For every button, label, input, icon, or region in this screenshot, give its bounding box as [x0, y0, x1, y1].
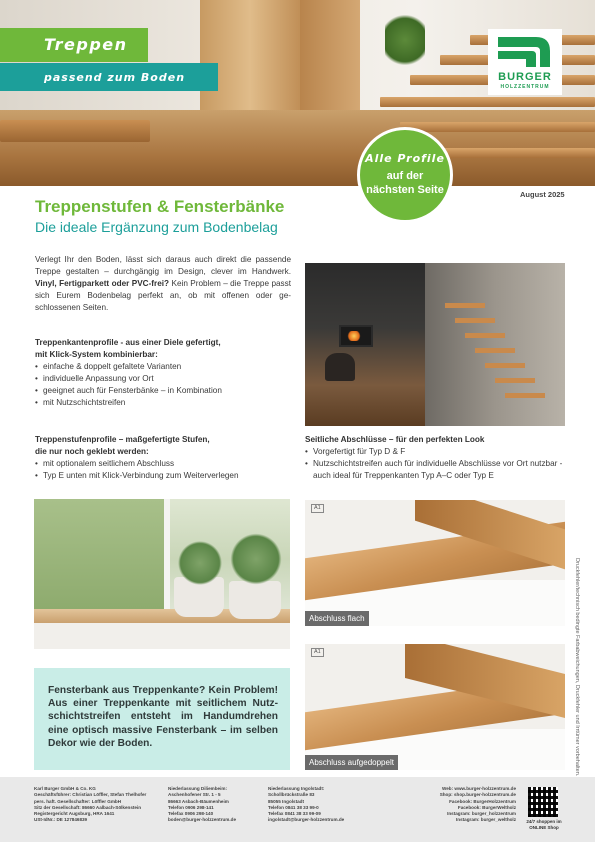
subtitle-text: passend zum Boden [44, 71, 186, 84]
badge-line-1: Alle Profile [365, 152, 445, 165]
footer-line: Sitz der Gesellschaft: 86660 Aalbach-Sölkenstein [34, 804, 142, 810]
footer-line: Telefon 0841 38 33 99-0 [268, 804, 319, 810]
hero-stair-step [380, 97, 595, 107]
footer-branch-1 [168, 786, 236, 824]
subtitle-banner [0, 63, 218, 91]
wall-under-sill [34, 623, 290, 649]
intro-paragraph [35, 254, 291, 314]
fire-icon [347, 331, 361, 341]
bullet-list [305, 446, 565, 482]
photo-caption: Abschluss flach [305, 611, 369, 626]
footer-line: Telefax 0841 38 33 99-09 [268, 811, 321, 817]
hero-stair-step [430, 148, 595, 158]
hero-plant [385, 10, 425, 70]
callout-text: Fensterbank aus Treppenkante? Kein Problem! Aus einer Treppenkante mit seitlichem Nutz-schichtstreifen entsteht im Handumdrehen eine optisch massive Fensterbank – im selben Dekor wie der Boden. [48, 685, 278, 749]
window-frame [34, 499, 170, 609]
footer-email-link[interactable]: ingolstadt@burger-holzzentrum.de [268, 817, 345, 823]
list-item-continuation: mit Nutzschichtstreifen [43, 398, 126, 407]
footer-line: pers. haft. Gesellschafter: Löffler GmbH [34, 798, 122, 804]
fensterbank-callout [34, 668, 290, 770]
footer-web-link[interactable]: Web: www.burger-holzzentrum.de [441, 786, 516, 791]
lounge-chair [325, 353, 355, 381]
section-title: die nur noch geklebt werden: [35, 447, 149, 456]
section-title: Seitliche Abschlüsse – für den perfekten Look [305, 435, 485, 444]
section-title: Treppenstufenprofile – maßgefertigte Stufen, [35, 435, 210, 444]
logo-name: BURGER [498, 71, 552, 83]
section-seitliche-abschluesse [305, 434, 565, 482]
succulent-plant [174, 539, 226, 587]
disclaimer [570, 558, 582, 777]
footer-branch-2 [268, 786, 344, 824]
hero-wood-shelf [0, 120, 150, 142]
headline: Treppenstufen & Fensterbänke [35, 197, 285, 216]
footer-line: Niederlassung Diliembeim: [168, 786, 227, 791]
list-item: • geeignet auch für Fensterbänke – in Kombination [35, 385, 295, 397]
footer-social-link[interactable]: Facebook: BurgerWeltholz [457, 804, 516, 810]
footer-line: Registergericht Augsburg, HRA 1641 [34, 811, 115, 817]
burger-logo [488, 29, 562, 95]
footer-line: Geschäftsführer: Christian Löffler, Stefan Thelhofer [34, 792, 147, 798]
section-title: mit Klick-System kombinierbar: [35, 350, 158, 359]
stair-step [495, 378, 535, 383]
badge-line-2: auf der [386, 170, 424, 182]
logo-mark-icon [496, 35, 552, 69]
profile-tag: A1 [311, 504, 324, 513]
footer-shop-link[interactable]: Shop: shop.burger-holzzentrum.de [439, 792, 516, 798]
footer-line: Niederlassung Ingolstadt: [268, 786, 325, 791]
abschluss-aufgedoppelt-photo [305, 644, 565, 770]
abschluss-flach-photo [305, 500, 565, 626]
list-item: • Typ E unten mit Klick-Verbindung zum Weiterverlegen [35, 470, 295, 482]
intro-text-1: Verlegt Ihr den Boden, lässt sich daraus auch direkt die passende Treppe gestalten – durchgängig im Design, clever im Handwerk. [35, 255, 291, 276]
footer-web [420, 786, 516, 824]
window-sill-photo [34, 499, 290, 649]
footer-line: Telefax 0906 298-140 [168, 811, 214, 817]
footer-email-link[interactable]: boden@burger-holzzentrum.de [168, 817, 237, 823]
badge-line-3: nächsten Seite [366, 184, 444, 196]
photo-caption: Abschluss aufgedoppelt [305, 755, 398, 770]
qr-caption: 24/7 shoppen im ONLINE Shop [526, 819, 562, 830]
hero-door-right [300, 0, 360, 125]
hero-stair-step [400, 122, 595, 132]
footer-line: Aschenhofener Str. 1 - 5 [168, 792, 221, 798]
subheadline: Die ideale Ergänzung zum Bodenbelag [35, 219, 278, 235]
section-treppenkanten [35, 337, 295, 409]
list-item: • Nutzschichtstreifen auch für individuelle Abschlüsse vor Ort nutzbar - auch ideal für Treppenkanten Typ A–C oder Typ E [305, 458, 565, 482]
succulent-plant [226, 531, 286, 587]
disclaimer-text: Druckfehler/technisch bedingte Farbabweichungen, Druckfehler und Irrtümer vorbehalten. [574, 558, 580, 777]
footer-line: Karl Burger GmbH & Co. KG [34, 786, 96, 791]
profile-tag: A1 [311, 648, 324, 657]
list-item: • einfache & doppelt gefaltete Varianten [35, 361, 295, 373]
footer-line: Telefon 0906 298-141 [168, 804, 214, 810]
profiles-badge [357, 127, 453, 223]
stair-step [445, 303, 485, 308]
logo-subtitle: HOLZZENTRUM [500, 84, 550, 90]
stair-step [465, 333, 505, 338]
footer-line: 86663 Asbach-Bäumenheim [168, 798, 229, 804]
footer-line: 85055 Ingolstadt [268, 798, 304, 804]
footer [0, 777, 595, 842]
list-item: • mit optionalem seitlichem Abschluss [35, 458, 295, 470]
footer-social-link[interactable]: Instagram: burger_weltholz [456, 817, 516, 823]
hero-door [200, 0, 300, 120]
list-item: • individuelle Anpassung vor Ort [35, 373, 295, 385]
stair-step [485, 363, 525, 368]
issue-date: August 2025 [520, 190, 565, 199]
stair-step [475, 348, 515, 353]
concrete-wall [425, 263, 565, 426]
section-treppenstufen [35, 434, 295, 482]
footer-line: USt-IdNr.: DE 127846839 [34, 817, 88, 823]
list-item: • Vorgefertigt für Typ D & F [305, 446, 565, 458]
section-title: Treppenkantenprofile - aus einer Diele gefertigt, [35, 338, 221, 347]
footer-social-link[interactable]: Facebook: BurgerHolzzentrum [449, 798, 516, 804]
stair-step [455, 318, 495, 323]
footer-social-link[interactable]: Instagram: burger_holzzentrum [447, 811, 516, 817]
title-text: Treppen [44, 35, 128, 54]
qr-code-icon[interactable] [528, 787, 558, 817]
footer-company [34, 786, 146, 824]
intro-text-2: Kein Problem – die Treppe passt sich Eurem Bodenbelag perfekt an, ob mit offenen oder ge-schlossenen Seiten. [35, 279, 292, 312]
bullet-list [35, 458, 295, 482]
list-item [35, 397, 295, 409]
living-room-stairs-photo [305, 263, 565, 426]
bullet-list [35, 361, 295, 409]
title-banner [0, 28, 148, 62]
stair-step [505, 393, 545, 398]
intro-bold: Vinyl, Fertigparkett oder PVC-frei? [35, 279, 170, 288]
footer-line: Schollbrückstraße 83 [268, 792, 315, 798]
